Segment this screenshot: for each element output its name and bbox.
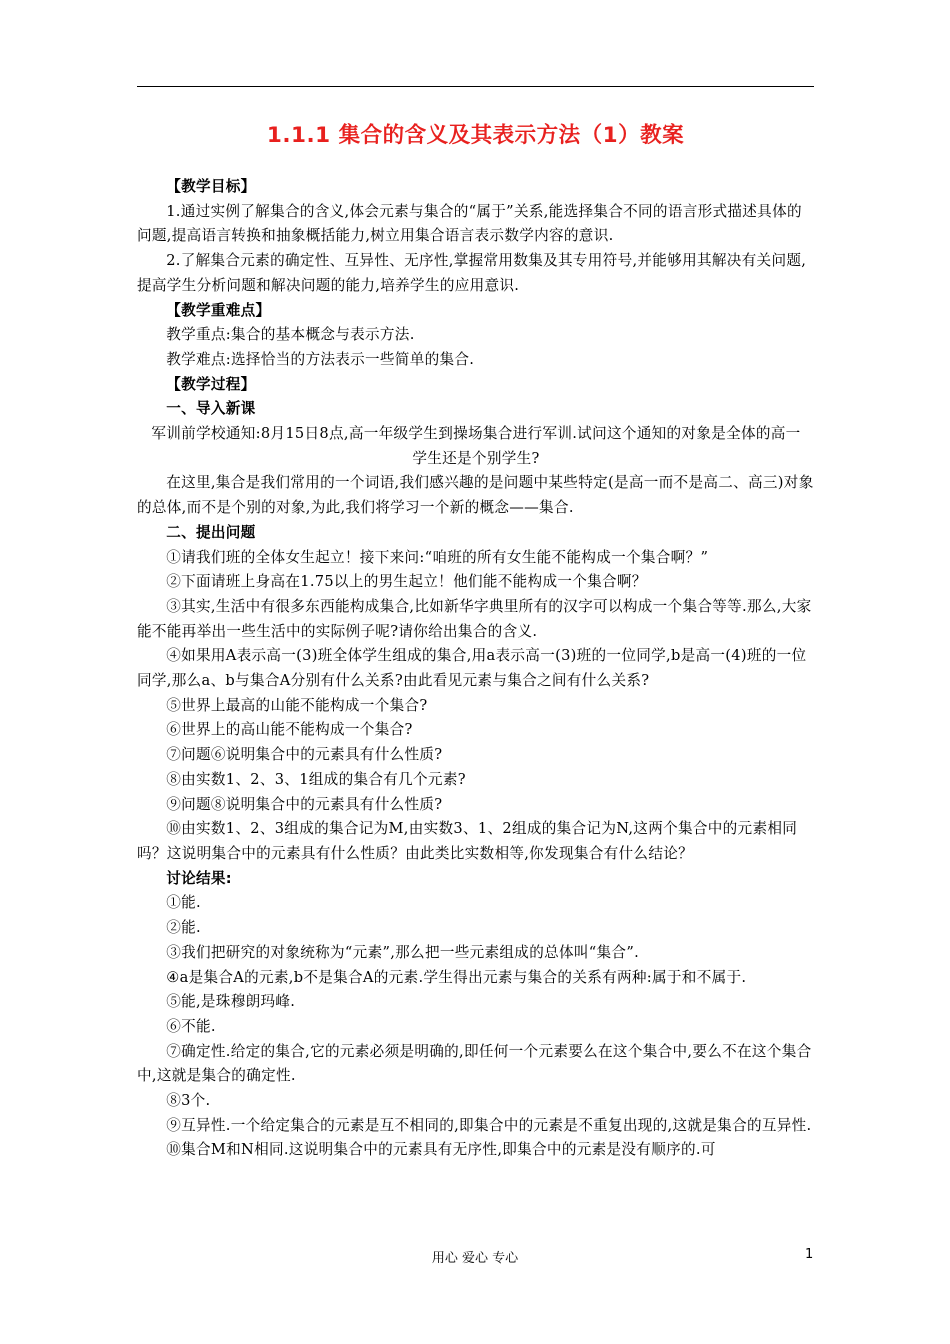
questions-heading: 二、提出问题 [166, 523, 256, 541]
result-item: ⑥不能. [166, 1017, 216, 1035]
question-item: ⑧由实数1、2、3、1组成的集合有几个元素? [166, 770, 466, 788]
intro-heading: 一、导入新课 [166, 400, 256, 418]
goal-item-2: 2.了解集合元素的确定性、互异性、无序性,掌握常用数集及其专用符号,并能够用其解决有关问题,提高学生分析问题和解决问题的能力,培养学生的应用意识. [137, 252, 807, 294]
result-item: ⑨互异性.一个给定集合的元素是互不相同的,即集合中的元素是不重复出现的,这就是集合的互异性. [166, 1116, 812, 1134]
key-point: 教学重点:集合的基本概念与表示方法. [166, 326, 415, 344]
question-item: ①请我们班的全体女生起立！接下来问:“咱班的所有女生能不能构成一个集合啊？” [166, 548, 709, 566]
result-item: ①能. [166, 894, 201, 912]
difficult-point: 教学难点:选择恰当的方法表示一些简单的集合. [166, 350, 475, 368]
process-heading: 【教学过程】 [166, 375, 256, 393]
document-title: 1.1.1 集合的含义及其表示方法（1）教案 [266, 123, 685, 148]
question-item: ③其实,生活中有很多东西能构成集合,比如新华字典里所有的汉字可以构成一个集合等等.那么,大家能不能再举出一些生活中的实际例子呢?请你给出集合的含义. [137, 597, 812, 640]
results-heading: 讨论结果: [166, 869, 232, 887]
page-number: 1 [805, 1247, 814, 1262]
question-item: ②下面请班上身高在1.75以上的男生起立！他们能不能构成一个集合啊？ [166, 573, 647, 591]
question-item: ⑥世界上的高山能不能构成一个集合? [166, 721, 413, 739]
result-item: ⑧3个. [166, 1092, 211, 1110]
question-item: ④如果用A表示高一(3)班全体学生组成的集合,用a表示高一(3)班的一位同学,b是高一(4)班的一位同学,那么a、b与集合A分别有什么关系?由此看见元素与集合之间有什么关系? [137, 647, 807, 690]
result-item: ②能. [166, 919, 201, 937]
result-item: ④a是集合A的元素,b不是集合A的元素.学生得出元素与集合的关系有两种:属于和不属于. [166, 968, 747, 986]
question-item: ⑨问题⑧说明集合中的元素具有什么性质? [166, 795, 443, 813]
intro-notice: 军训前学校通知:8月15日8点,高一年级学生到操场集合进行军训.试问这个通知的对象是全体的高一学生还是个别学生? [151, 425, 801, 467]
header-rule [137, 86, 814, 87]
goals-heading: 【教学目标】 [166, 178, 256, 195]
result-item: ⑩集合M和N相同.这说明集合中的元素具有无序性,即集合中的元素是没有顺序的.可 [166, 1141, 716, 1159]
document-body [137, 175, 815, 1163]
goal-item-1: 1.通过实例了解集合的含义,体会元素与集合的“属于”关系,能选择集合不同的语言形式描述具体的问题,提高语言转换和抽象概括能力,树立用集合语言表示数学内容的意识. [137, 202, 802, 245]
key-points-heading: 【教学重难点】 [166, 301, 271, 319]
page-footer [0, 1247, 950, 1267]
question-item: ⑩由实数1、2、3组成的集合记为M,由实数3、1、2组成的集合记为N,这两个集合中的元素相同吗？这说明集合中的元素具有什么性质？由此类比实数相等,你发现集合有什么结论？ [137, 820, 798, 862]
footer-slogan: 用心 爱心 专心 [431, 1251, 519, 1266]
question-item: ⑦问题⑥说明集合中的元素具有什么性质? [166, 746, 443, 764]
intro-paragraph: 在这里,集合是我们常用的一个词语,我们感兴趣的是问题中某些特定(是高一而不是高二、高三)对象的总体,而不是个别的对象,为此,我们将学习一个新的概念——集合. [137, 474, 814, 517]
result-item: ⑦确定性.给定的集合,它的元素必须是明确的,即任何一个元素要么在这个集合中,要么不在这个集合中,这就是集合的确定性. [137, 1042, 812, 1085]
result-item: ③我们把研究的对象统称为“元素”,那么把一些元素组成的总体叫“集合”. [166, 943, 640, 961]
result-item: ⑤能,是珠穆朗玛峰. [166, 993, 296, 1011]
question-item: ⑤世界上最高的山能不能构成一个集合? [166, 696, 428, 714]
